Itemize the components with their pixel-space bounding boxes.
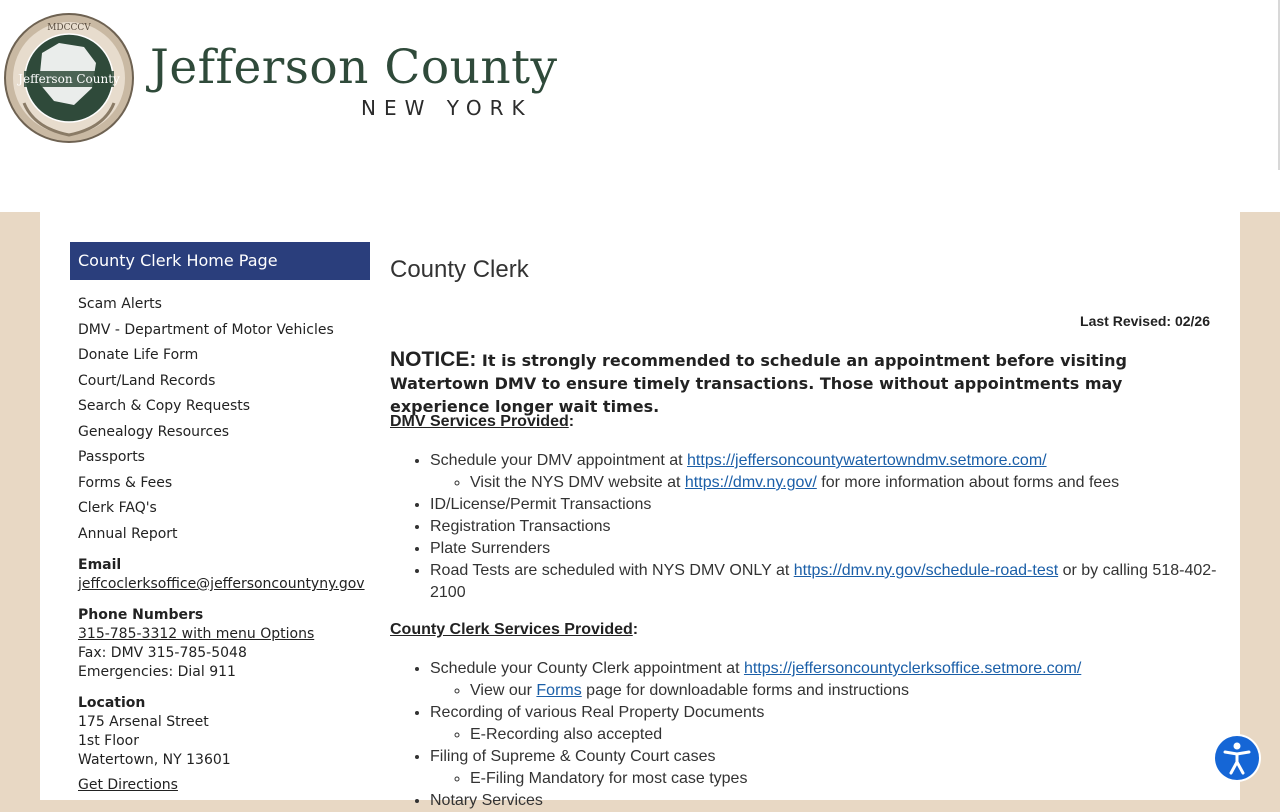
list-item: • Notary Services <box>430 790 1220 812</box>
accessibility-icon <box>1222 741 1252 775</box>
list-item <box>430 450 1220 494</box>
contact-info <box>70 556 370 795</box>
list-item: ◦ E-Recording also accepted <box>470 724 1220 746</box>
dmv-schedule-link[interactable]: https://jeffersoncountywatertowndmv.setmore.com/ <box>687 452 1047 469</box>
sidebar-item-label[interactable]: Genealogy Resources <box>78 423 230 440</box>
sidebar-item-court-land-records[interactable] <box>70 367 370 393</box>
list-item <box>430 702 1220 746</box>
email-link[interactable]: jeffcoclerksoffice@jeffersoncountyny.gov <box>78 576 365 592</box>
sidebar <box>70 242 370 795</box>
notice-label: NOTICE: <box>390 348 477 371</box>
forms-link[interactable]: Forms <box>536 682 582 699</box>
forms-view-after: page for downloadable forms and instructions <box>581 682 910 699</box>
list-item: ◦ E-Filing Mandatory for most case types <box>470 768 1220 790</box>
site-subtitle: NEW YORK <box>361 96 533 120</box>
address-line-1: 175 Arsenal Street <box>78 714 209 730</box>
dmv-services-list <box>430 450 1220 604</box>
road-test-after: or by calling 518-402-2100 <box>430 562 1217 601</box>
sidebar-item-label[interactable]: Forms & Fees <box>78 474 173 491</box>
phone-label: Phone Numbers <box>78 607 204 623</box>
email-label: Email <box>78 557 122 573</box>
list-item: • Plate Surrenders <box>430 538 1220 560</box>
get-directions-link[interactable]: Get Directions <box>78 777 178 793</box>
sidebar-item-passports[interactable] <box>70 443 370 469</box>
site-title[interactable]: Jefferson County <box>150 40 558 95</box>
sidebar-item-annual-report[interactable] <box>70 520 370 546</box>
forms-view-text: View our <box>470 682 537 699</box>
location-label: Location <box>78 695 146 711</box>
sidebar-item-label[interactable]: Court/Land Records <box>78 372 216 389</box>
directions-wrap <box>78 776 370 795</box>
last-revised: Last Revised: 02/26 <box>1080 313 1210 329</box>
list-item <box>430 560 1220 604</box>
dmv-visit-text: Visit the NYS DMV website at <box>470 474 685 491</box>
sidebar-item-label[interactable]: Passports <box>78 449 145 465</box>
fax-number: Fax: DMV 315-785-5048 <box>78 645 247 661</box>
clerk-services-list <box>430 658 1220 812</box>
sidebar-item-label[interactable]: Clerk FAQ's <box>78 500 157 516</box>
sidebar-item-clerk-faqs[interactable] <box>70 494 370 520</box>
dmv-schedule-text: Schedule your DMV appointment at <box>430 452 688 469</box>
notice-text: It is strongly recommended to schedule an appointment before visiting Watertown DMV to ensure timely transactions. Those without appointments may experience longer wait times. <box>390 351 1127 416</box>
list-item: • ID/License/Permit Transactions <box>430 494 1220 516</box>
recording-text: Recording of various Real Property Documents <box>430 704 765 721</box>
list-item <box>430 746 1220 790</box>
clerk-schedule-text: Schedule your County Clerk appointment at <box>430 660 744 677</box>
county-seal-logo[interactable] <box>4 13 134 143</box>
page-content <box>40 212 1240 809</box>
clerk-services-heading <box>390 621 638 639</box>
road-test-text: Road Tests are scheduled with NYS DMV ONLY at <box>430 562 794 579</box>
sidebar-item-genealogy[interactable] <box>70 418 370 444</box>
dmv-heading-colon: : <box>568 413 575 430</box>
address-line-3: Watertown, NY 13601 <box>78 752 231 768</box>
clerk-heading-colon: : <box>632 621 639 638</box>
dmv-heading-text: DMV Services Provided <box>390 413 569 430</box>
list-item <box>470 680 1220 702</box>
list-item: • Registration Transactions <box>430 516 1220 538</box>
seal-top-text: MDCCCV <box>47 23 91 33</box>
sidebar-item-donate-life[interactable] <box>70 341 370 367</box>
clerk-schedule-link[interactable]: https://jeffersoncountyclerksoffice.setmore.com/ <box>743 660 1082 677</box>
dmv-services-heading <box>390 413 574 431</box>
accessibility-button[interactable] <box>1215 736 1259 780</box>
sidebar-item-search-copy[interactable] <box>70 392 370 418</box>
address-line-2: 1st Floor <box>78 733 139 749</box>
dmv-visit-after: for more information about forms and fees <box>816 474 1120 491</box>
site-header <box>0 0 1280 212</box>
list-item <box>430 658 1220 702</box>
emergency-number: Emergencies: Dial 911 <box>78 664 236 680</box>
sidebar-nav <box>70 290 370 545</box>
seal-center-text: Jefferson County <box>18 72 120 86</box>
road-test-link[interactable]: https://dmv.ny.gov/schedule-road-test <box>793 562 1059 579</box>
sidebar-item-label[interactable]: Search & Copy Requests <box>78 398 251 414</box>
sidebar-home-link[interactable]: County Clerk Home Page <box>70 242 370 280</box>
nys-dmv-link[interactable]: https://dmv.ny.gov/ <box>684 474 817 491</box>
sidebar-item-label[interactable]: DMV - Department of Motor Vehicles <box>78 321 334 338</box>
clerk-heading-text: County Clerk Services Provided <box>390 621 633 638</box>
sidebar-item-forms-fees[interactable] <box>70 469 370 495</box>
list-item <box>470 472 1220 494</box>
sidebar-item-dmv[interactable] <box>70 316 370 342</box>
page-title: County Clerk <box>390 256 529 283</box>
sidebar-item-scam-alerts[interactable] <box>70 290 370 316</box>
filing-text: Filing of Supreme & County Court cases <box>430 748 716 765</box>
sidebar-item-label[interactable]: Annual Report <box>78 525 178 542</box>
phone-link[interactable]: 315-785-3312 with menu Options <box>78 626 315 642</box>
sidebar-item-label[interactable]: Scam Alerts <box>78 296 162 312</box>
notice-banner <box>390 348 1220 418</box>
sidebar-item-label[interactable]: Donate Life Form <box>78 347 199 363</box>
